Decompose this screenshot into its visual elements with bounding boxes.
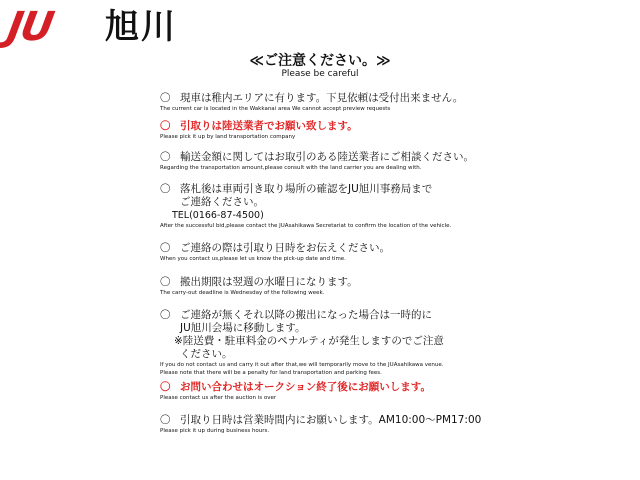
note-en: The carry-out deadline is Wednesday of the following week.: [160, 290, 325, 296]
note-item: [160, 414, 630, 435]
note-en: Please contact us after the auction is over: [160, 395, 277, 401]
note-item: [160, 120, 630, 141]
bullet-circle-icon: 〇: [160, 309, 171, 321]
note-item: [160, 151, 630, 172]
note-en: Please pick it up during business hours.: [160, 428, 270, 434]
note-jp: 〇 ご連絡の際は引取り日時をお伝えください。: [160, 242, 390, 254]
note-jp-continued: ください。: [180, 348, 233, 360]
ju-asahikawa-logo: [3, 4, 198, 50]
note-item: [160, 309, 630, 377]
phone-number: TEL(0166-87-4500): [172, 210, 264, 221]
note-en: Please pick it up by land transportation company: [160, 134, 296, 140]
bullet-circle-icon: 〇: [160, 92, 171, 104]
note-en: If you do not contact us and carry it out after that,we will temporarily move to the JUAsahikawa venue.: [160, 362, 444, 368]
note-jp: 〇 お問い合わせはオークション終了後にお願いします。: [160, 381, 431, 393]
bullet-circle-icon: 〇: [160, 381, 171, 393]
notice-title: ≪ご注意ください。≫: [249, 53, 391, 69]
bullet-circle-icon: 〇: [160, 120, 171, 132]
bullet-circle-icon: 〇: [160, 276, 171, 288]
note-item: [160, 183, 630, 230]
note-en: After the successful bid,please contact the JUAsahikawa Secretariat to confirm the location of the vehicle.: [160, 223, 452, 229]
note-item: [160, 276, 630, 297]
logo-ju-mark: JU: [3, 4, 56, 50]
notice-subtitle: Please be careful: [281, 69, 359, 79]
bullet-circle-icon: 〇: [160, 242, 171, 254]
logo-city-name: 旭川: [105, 7, 177, 47]
penalty-warning: ※陸送費・駐車料金のペナルティが発生しますのでご注意: [174, 335, 444, 347]
note-item: [160, 242, 630, 263]
note-jp: 〇 搬出期限は翌週の水曜日になります。: [160, 276, 358, 288]
note-jp-continued: ご連絡ください。: [180, 196, 264, 208]
note-jp: 〇 落札後は車両引き取り場所の確認をJU旭川事務局まで: [160, 183, 433, 195]
note-jp: 〇 ご連絡が無くそれ以降の搬出になった場合は一時的に: [160, 309, 432, 321]
note-jp-continued: JU旭川会場に移動します。: [180, 322, 306, 334]
note-item: [160, 92, 630, 113]
note-jp: 〇 輸送金額に関してはお取引のある陸送業者にご相談ください。: [160, 151, 474, 163]
bullet-circle-icon: 〇: [160, 183, 171, 195]
bullet-circle-icon: 〇: [160, 414, 171, 426]
note-en: Please note that there will be a penalty for land transportation and parking fees.: [160, 370, 382, 376]
note-jp: 〇 現車は稚内エリアに有ります。下見依頼は受付出来ません。: [160, 92, 464, 104]
note-jp: 〇 引取り日時は営業時間内にお願いします。AM10:00～PM17:00: [160, 414, 482, 426]
note-jp: 〇 引取りは陸送業者でお願い致します。: [160, 120, 358, 132]
bullet-circle-icon: 〇: [160, 151, 171, 163]
note-en: The current car is located in the Wakkanai area We cannot accept preview requests: [160, 106, 391, 112]
note-item: [160, 381, 630, 402]
note-en: Regarding the transportation amount,please consult with the land carrier you are dealing with.: [160, 165, 422, 171]
note-en: When you contact us,please let us know the pick-up date and time.: [160, 256, 346, 262]
